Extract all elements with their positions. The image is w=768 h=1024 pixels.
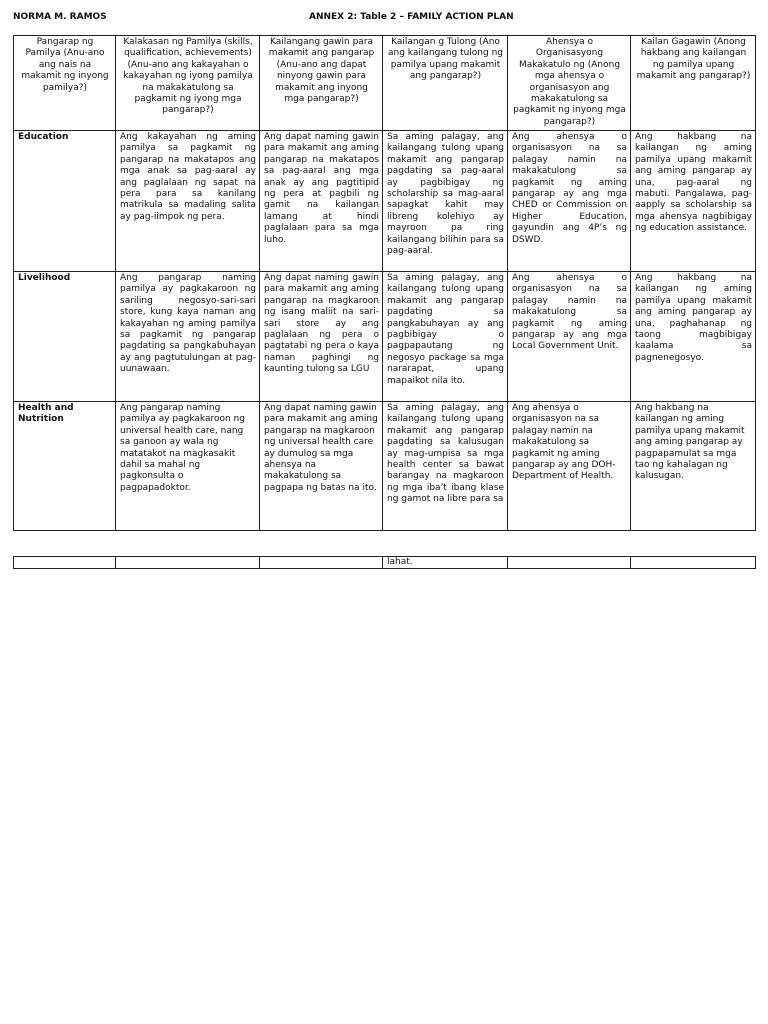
agency-cell: Ang ahensya o organisasyon na sa palagay namin na makakatulong sa pagkamit ng aming pangarap ay ang mga CHED or Commission on Higher Education, gayundin ang 4P’s ng DSWD. (508, 131, 631, 272)
agency-cell: Ang ahensya o organisasyon na sa palagay namin na makakatulong sa pagkamit ng aming pangarap ay ang mga Local Government Unit. (508, 272, 631, 402)
category-cell: Livelihood (14, 272, 116, 402)
column-header-strengths: Kalakasan ng Pamilya (skills, qualification, achievements) (Anu-ano ang kakayahan o kakayahan ng iyong pamilya na makakatulong sa pagkamit ng iyong mga pangarap?) (116, 36, 260, 131)
strengths-cell: Ang pangarap naming pamilya ay pagkakaroon ng universal health care, nang sa ganoon ay wala ng matatakot na magkasakit dahil sa mahal ng pagkonsulta o pagpapadoktor. (116, 402, 260, 531)
table-row (14, 131, 756, 272)
continuation-cell: lahat. (383, 557, 508, 569)
empty-cell (116, 557, 260, 569)
continuation-table (13, 556, 756, 569)
actions-cell: Ang dapat naming gawin para makamit ang aming pangarap na makatapos sa pag-aaral ang mga anak ay ang pagtitipid ng pera at pagbili ng gamit na kailangan lamang at hindi paglalaan para sa mga luho. (260, 131, 383, 272)
when-cell: Ang hakbang na kailangan ng aming pamilya upang makamit ang aming pangarap ay una, pag-aaral ng mabuti. Pangalawa, pag-aapply sa scholarship sa mga ahensya nagbibigay ng education assistance. (631, 131, 756, 272)
header-row (14, 36, 756, 131)
column-header-dreams: Pangarap ng Pamilya (Anu-ano ang nais na makamit ng inyong pamilya?) (14, 36, 116, 131)
empty-cell (631, 557, 756, 569)
column-header-help-needed: Kailangan g Tulong (Ano ang kailangang tulong ng pamilya upang makamit ang pangarap?) (383, 36, 508, 131)
agency-cell: Ang ahensya o organisasyon na sa palagay namin na makakatulong sa pagkamit ng aming pangarap ay ang DOH- Department of Health. (508, 402, 631, 531)
empty-cell (14, 557, 116, 569)
document-title: ANNEX 2: Table 2 – FAMILY ACTION PLAN (309, 12, 514, 22)
help-cell: Sa aming palagay, ang kailangang tulong upang makamit ang pangarap pagdating sa pangkabuhayan ay ang pagbibigay o pagpapautang ng negosyo package sa mga nararapat, upang mapaikot nila ito. (383, 272, 508, 402)
category-cell: Health and Nutrition (14, 402, 116, 531)
table-row (14, 272, 756, 402)
author-name: NORMA M. RAMOS (13, 12, 107, 22)
column-header-agencies: Ahensya o Organisasyong Makakatulo ng (Anong mga ahensya o organisasyon ang makakatulong sa pagkamit ng inyong mga pangarap?) (508, 36, 631, 131)
strengths-cell: Ang pangarap naming pamilya ay pagkakaroon ng sariling negosyo-sari-sari store, kung kaya naman ang kakayahan ng aming pamilya sa pagkamit ng pangarap pagdating sa pangkabuhayan ay ang pagtutulungan at pag-uunawaan. (116, 272, 260, 402)
table-row (14, 402, 756, 531)
column-header-actions-needed: Kailangang gawin para makamit ang pangarap (Anu-ano ang dapat ninyong gawin para makamit ang inyong mga pangarap?) (260, 36, 383, 131)
actions-cell: Ang dapat naming gawin para makamit ang aming pangarap na magkaroon ng universal health care ay dumulog sa mga ahensya na makakatulong sa pagpapa ng batas na ito. (260, 402, 383, 531)
empty-cell (260, 557, 383, 569)
help-cell: Sa aming palagay, ang kailangang tulong upang makamit ang pangarap pagdating sa kalusugan ay mag-umpisa sa mga health center sa bawat barangay na magkaroon ng mga iba’t ibang klase ng gamot na libre para sa (383, 402, 508, 531)
family-action-plan-table (13, 35, 756, 531)
category-cell: Education (14, 131, 116, 272)
empty-cell (508, 557, 631, 569)
when-cell: Ang hakbang na kailangan ng aming pamilya upang makamit ang aming pangarap ay pagpapamulat sa mga tao ng kahalagan ng kalusugan. (631, 402, 756, 531)
page-header (13, 12, 755, 26)
table-row (14, 557, 756, 569)
help-cell: Sa aming palagay, ang kailangang tulong upang makamit ang pangarap pagdating sa pag-aaral ay pagbibigay ng scholarship sa mag-aaral sapagkat kahit may libreng kolehiyo ay mayroon pa ring kailangang bilihin para sa pag-aaral. (383, 131, 508, 272)
strengths-cell: Ang kakayahan ng aming pamilya sa pagkamit ng pangarap na makatapos ang mga anak sa pag-aaral ay ang paglalaan ng sapat na pera para sa kanilang matrikula sa madaling salita ay pag-iimpok ng pera. (116, 131, 260, 272)
actions-cell: Ang dapat naming gawin para makamit ang aming pangarap na magkaroon ng isang maliit na sari-sari store ay ang paglalaan ng pera o pagtatabi ng pera o kaya naman paghingi ng kaunting tulong sa LGU (260, 272, 383, 402)
column-header-when: Kailan Gagawin (Anong hakbang ang kailangan ng pamilya upang makamit ang pangarap?) (631, 36, 756, 131)
when-cell: Ang hakbang na kailangan ng aming pamilya upang makamit ang aming pangarap ay una, paghahanap ng taong magbibigay kaalama sa pagnenegosyo. (631, 272, 756, 402)
